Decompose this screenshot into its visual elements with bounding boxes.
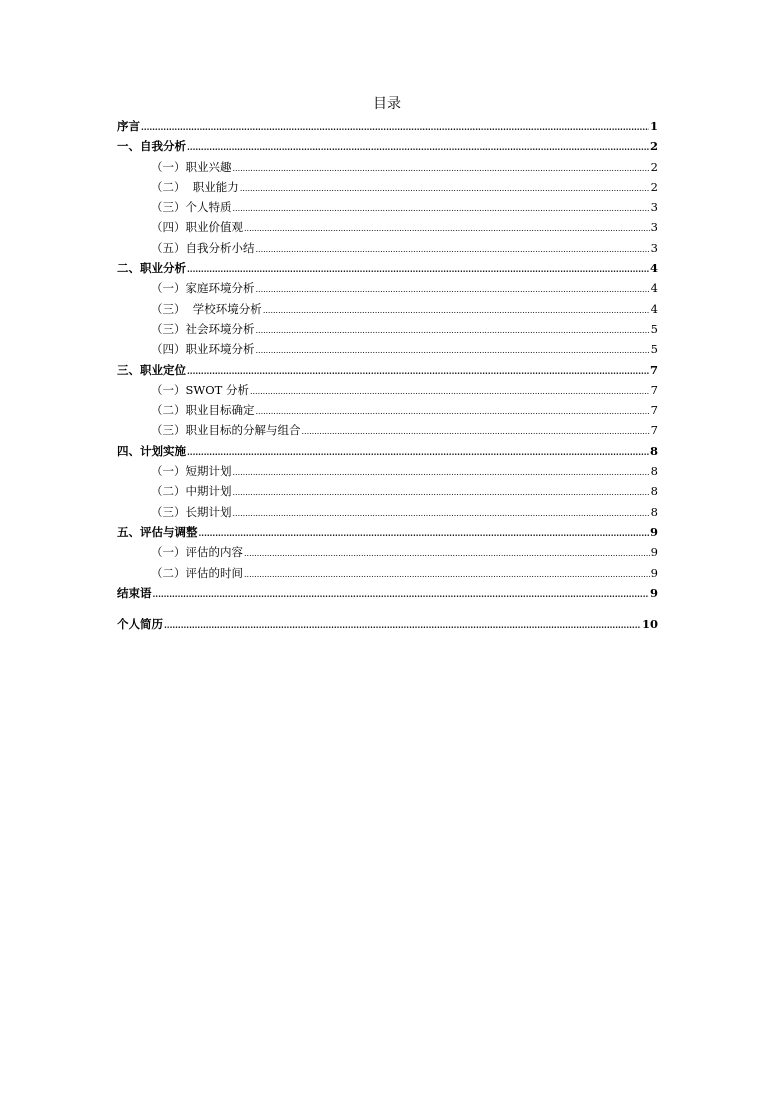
toc-section-entry[interactable] xyxy=(117,481,658,501)
toc-section-entry[interactable] xyxy=(117,400,658,420)
toc-page-number: 3 xyxy=(650,240,658,255)
toc-page-number: 5 xyxy=(650,321,658,336)
toc-entry-label: （一）家庭环境分析 xyxy=(151,281,255,296)
toc-entry-label: 结束语 xyxy=(117,585,152,600)
dot-leader xyxy=(199,523,649,543)
dot-leader xyxy=(244,544,650,564)
toc-section-entry[interactable] xyxy=(117,177,658,197)
toc-section-entry[interactable] xyxy=(117,217,658,237)
toc-page-number: 7 xyxy=(650,382,658,397)
toc-chapter-entry[interactable] xyxy=(117,116,658,136)
dot-leader xyxy=(141,117,649,137)
toc-section-entry[interactable] xyxy=(117,319,658,339)
toc-entry-label: 五、评估与调整 xyxy=(117,524,198,539)
toc-page-number: 9 xyxy=(650,565,658,580)
toc-entry-label: 一、自我分析 xyxy=(117,139,186,154)
table-of-contents xyxy=(117,116,658,634)
toc-section-entry[interactable] xyxy=(117,157,658,177)
toc-entry-label: （二）中期计划 xyxy=(151,484,232,499)
toc-entry-label: 四、计划实施 xyxy=(117,443,186,458)
toc-entry-label: （二）评估的时间 xyxy=(151,565,243,580)
toc-page-number: 5 xyxy=(650,342,658,357)
dot-leader xyxy=(256,280,650,300)
toc-page-number: 10 xyxy=(641,617,658,632)
toc-page-number: 4 xyxy=(649,261,658,276)
dot-leader xyxy=(256,402,650,422)
toc-entry-label: 个人简历 xyxy=(117,617,163,632)
toc-page-number: 4 xyxy=(650,301,658,316)
dot-leader xyxy=(256,240,650,260)
toc-page-number: 9 xyxy=(649,524,658,539)
toc-page-number: 8 xyxy=(649,443,658,458)
toc-page-number: 9 xyxy=(650,545,658,560)
toc-section-entry[interactable] xyxy=(117,461,658,481)
toc-entry-label: （四）职业环境分析 xyxy=(151,342,255,357)
dot-leader xyxy=(187,259,649,279)
toc-section-entry[interactable] xyxy=(117,502,658,522)
toc-page-number: 8 xyxy=(650,504,658,519)
toc-section-entry[interactable] xyxy=(117,339,658,359)
toc-entry-label: （三）社会环境分析 xyxy=(151,321,255,336)
dot-leader xyxy=(233,483,650,503)
toc-page-number: 7 xyxy=(649,362,658,377)
toc-entry-label: （五）自我分析小结 xyxy=(151,240,255,255)
dot-leader xyxy=(256,341,650,361)
dot-leader xyxy=(244,565,650,585)
toc-page-number: 7 xyxy=(650,403,658,418)
toc-entry-label: （三）长期计划 xyxy=(151,504,232,519)
toc-entry-label: （一）短期计划 xyxy=(151,464,232,479)
dot-leader xyxy=(240,179,650,199)
toc-section-entry[interactable] xyxy=(117,380,658,400)
toc-page-number: 3 xyxy=(650,220,658,235)
toc-page-number: 1 xyxy=(649,119,658,133)
dot-leader xyxy=(233,199,650,219)
toc-entry-label: （四）职业价值观 xyxy=(151,220,243,235)
toc-chapter-entry[interactable] xyxy=(117,583,658,603)
toc-entry-label: （三） 学校环境分析 xyxy=(151,301,262,316)
toc-page-number: 2 xyxy=(649,139,658,154)
dot-leader xyxy=(233,463,650,483)
dot-leader xyxy=(187,442,649,462)
toc-section-entry[interactable] xyxy=(117,299,658,319)
toc-chapter-entry[interactable] xyxy=(117,360,658,380)
dot-leader xyxy=(153,584,649,604)
toc-page-number: 7 xyxy=(650,423,658,438)
page-title: 目录 xyxy=(373,96,401,112)
toc-entry-label: （二） 职业能力 xyxy=(151,179,239,194)
toc-chapter-entry[interactable] xyxy=(117,258,658,278)
toc-chapter-entry[interactable] xyxy=(117,441,658,461)
toc-entry-label: （一）SWOT 分析 xyxy=(151,382,249,397)
toc-chapter-entry[interactable] xyxy=(117,522,658,542)
toc-page-number: 8 xyxy=(650,464,658,479)
toc-chapter-entry[interactable] xyxy=(117,136,658,156)
toc-entry-label: 二、职业分析 xyxy=(117,261,186,276)
toc-page-number: 8 xyxy=(650,484,658,499)
toc-entry-label: 三、职业定位 xyxy=(117,362,186,377)
toc-section-entry[interactable] xyxy=(117,197,658,217)
toc-entry-label: （一）评估的内容 xyxy=(151,545,243,560)
toc-page-number: 2 xyxy=(650,179,658,194)
toc-page-number: 3 xyxy=(650,200,658,215)
toc-section-entry[interactable] xyxy=(117,563,658,583)
dot-leader xyxy=(233,159,650,179)
toc-section-entry[interactable] xyxy=(117,420,658,440)
toc-entry-label: 序言 xyxy=(117,119,140,133)
toc-page-number: 2 xyxy=(650,159,658,174)
dot-leader xyxy=(302,422,650,442)
toc-entry-label: （一）职业兴趣 xyxy=(151,159,232,174)
toc-section-entry[interactable] xyxy=(117,542,658,562)
dot-leader xyxy=(233,504,650,524)
dot-leader xyxy=(250,382,650,402)
toc-page-number: 9 xyxy=(649,585,658,600)
toc-page-number: 4 xyxy=(650,281,658,296)
toc-entry-label: （三）职业目标的分解与组合 xyxy=(151,423,301,438)
toc-entry-label: （二）职业目标确定 xyxy=(151,403,255,418)
dot-leader xyxy=(263,301,650,321)
toc-section-entry[interactable] xyxy=(117,238,658,258)
toc-entry-label: （三）个人特质 xyxy=(151,200,232,215)
dot-leader xyxy=(187,137,649,157)
dot-leader xyxy=(256,321,650,341)
dot-leader xyxy=(244,219,650,239)
toc-chapter-entry[interactable] xyxy=(117,614,658,634)
toc-section-entry[interactable] xyxy=(117,278,658,298)
dot-leader xyxy=(187,361,649,381)
dot-leader xyxy=(164,615,641,635)
